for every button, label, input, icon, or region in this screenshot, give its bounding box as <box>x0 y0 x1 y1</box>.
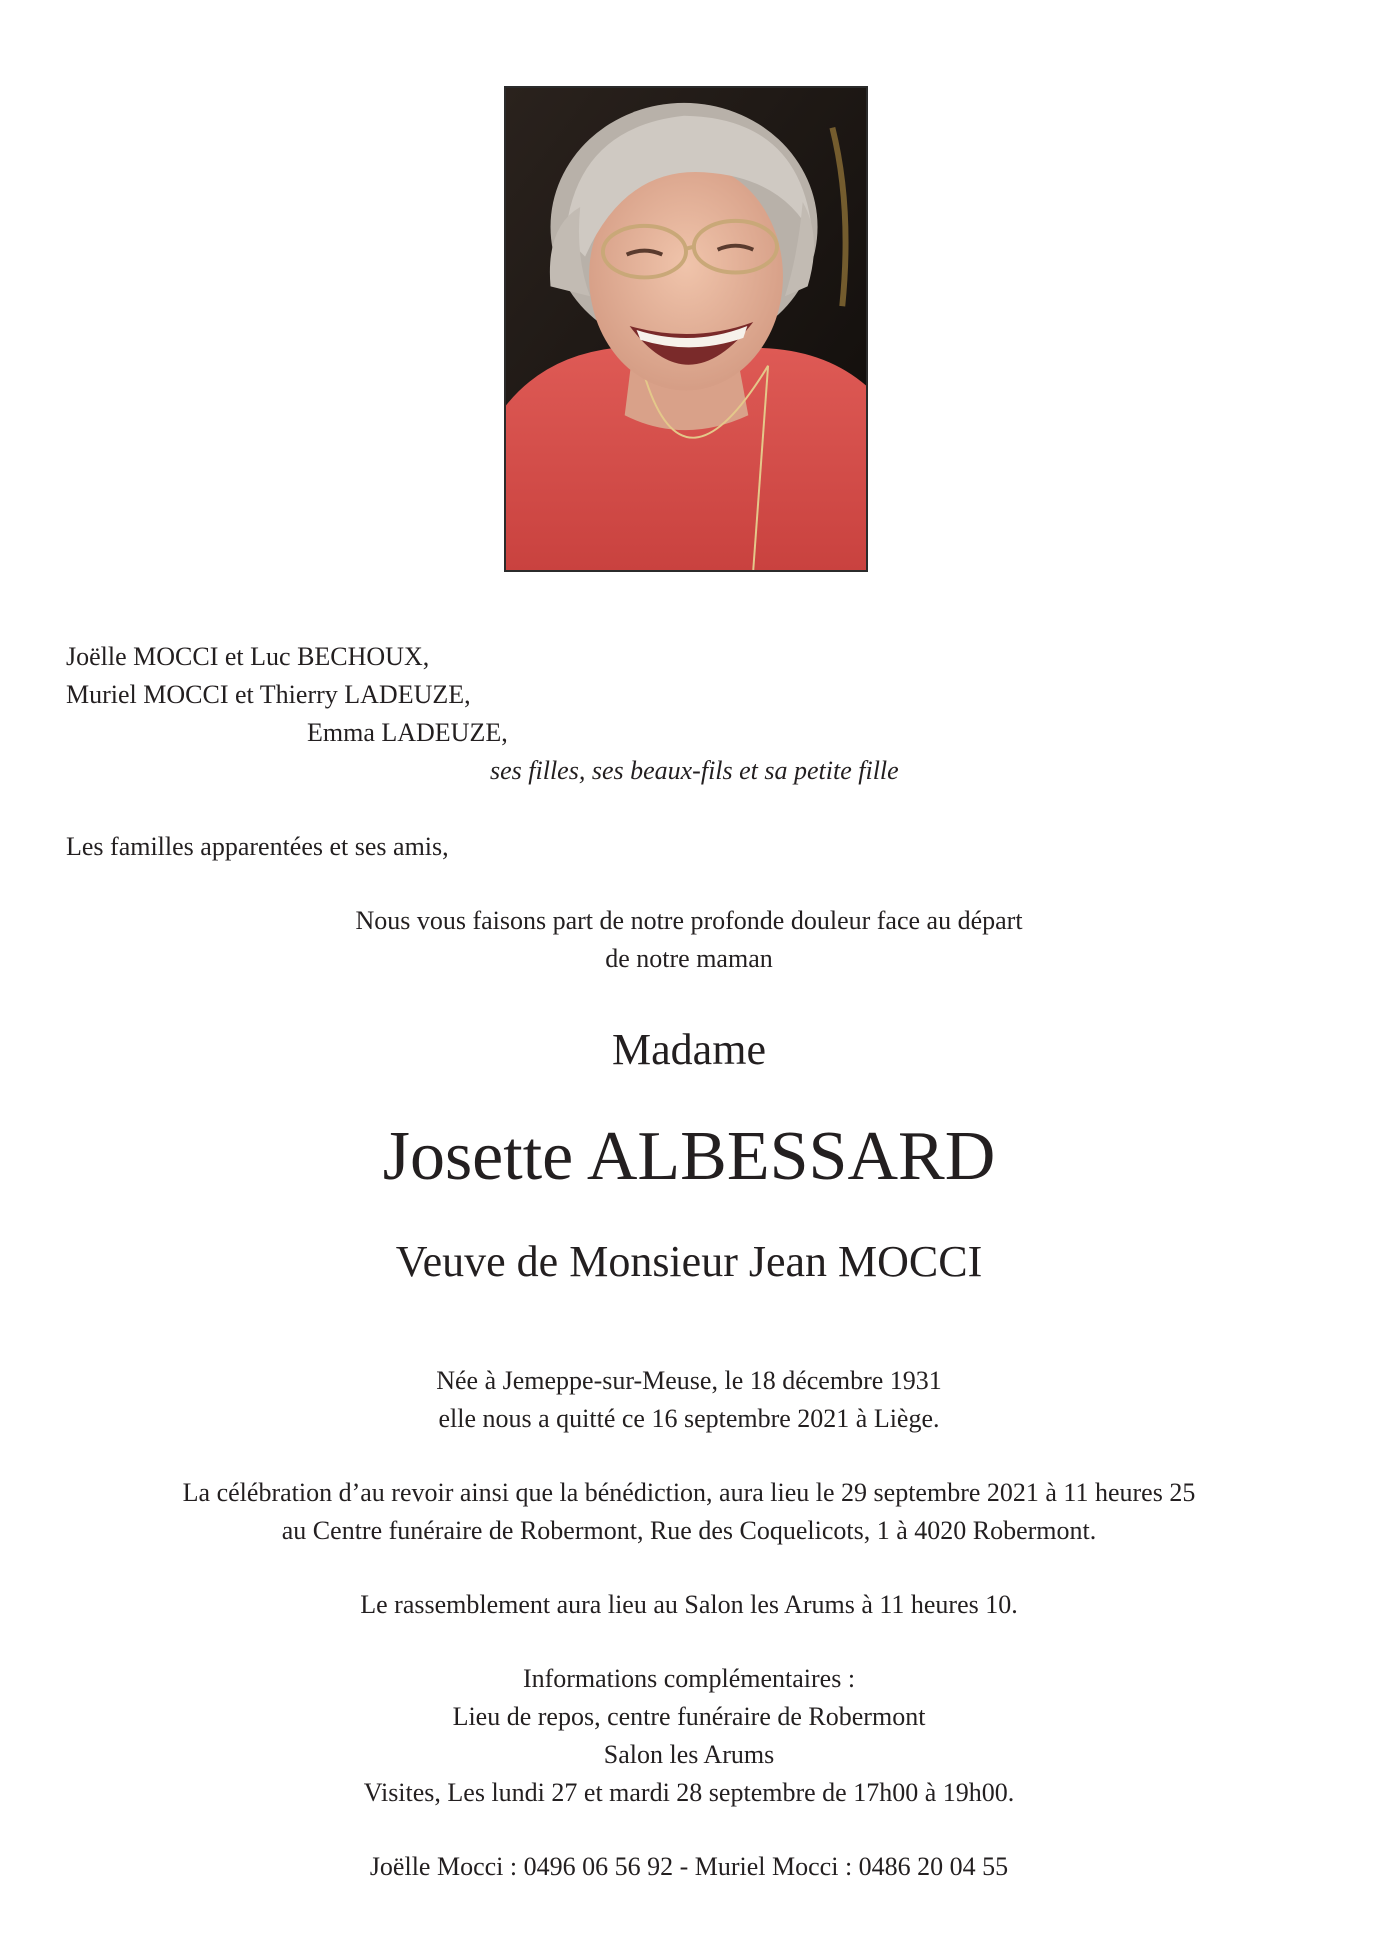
birth-line: Née à Jemeppe-sur-Meuse, le 18 décembre 1931 <box>436 1366 942 1395</box>
deceased-title: Madame <box>612 1025 766 1074</box>
portrait-illustration <box>506 88 866 570</box>
contacts-line: Joëlle Mocci : 0496 06 56 92 - Muriel Mocci : 0486 20 04 55 <box>369 1852 1009 1881</box>
info-line-3: Visites, Les lundi 27 et mardi 28 septembre de 17h00 à 19h00. <box>363 1778 1015 1807</box>
announcement-line-2: de notre maman <box>605 944 773 973</box>
info-heading: Informations complémentaires : <box>522 1664 856 1693</box>
announcement-line-1: Nous vous faisons part de notre profonde douleur face au départ <box>355 906 1023 935</box>
ceremony-line-1: La célébration d’au revoir ainsi que la bénédiction, aura lieu le 29 septembre 2021 à 11 heures 25 <box>182 1478 1196 1507</box>
portrait-photo <box>504 86 868 572</box>
info-line-1: Lieu de repos, centre funéraire de Robermont <box>452 1702 926 1731</box>
deceased-name: Josette ALBESSARD <box>382 1118 996 1195</box>
family-line-1: Joëlle MOCCI et Luc BECHOUX, <box>66 642 430 671</box>
family-others: Les familles apparentées et ses amis, <box>66 832 449 861</box>
ceremony-line-2: au Centre funéraire de Robermont, Rue des Coquelicots, 1 à 4020 Robermont. <box>281 1516 1097 1545</box>
death-line: elle nous a quitté ce 16 septembre 2021 à Liège. <box>438 1404 940 1433</box>
deceased-widow: Veuve de Monsieur Jean MOCCI <box>395 1237 983 1286</box>
family-line-2: Muriel MOCCI et Thierry LADEUZE, <box>66 680 471 709</box>
info-line-2: Salon les Arums <box>603 1740 775 1769</box>
family-relation: ses filles, ses beaux-fils et sa petite fille <box>490 756 899 785</box>
family-line-3: Emma LADEUZE, <box>307 718 508 747</box>
gathering-line: Le rassemblement aura lieu au Salon les Arums à 11 heures 10. <box>360 1590 1018 1619</box>
